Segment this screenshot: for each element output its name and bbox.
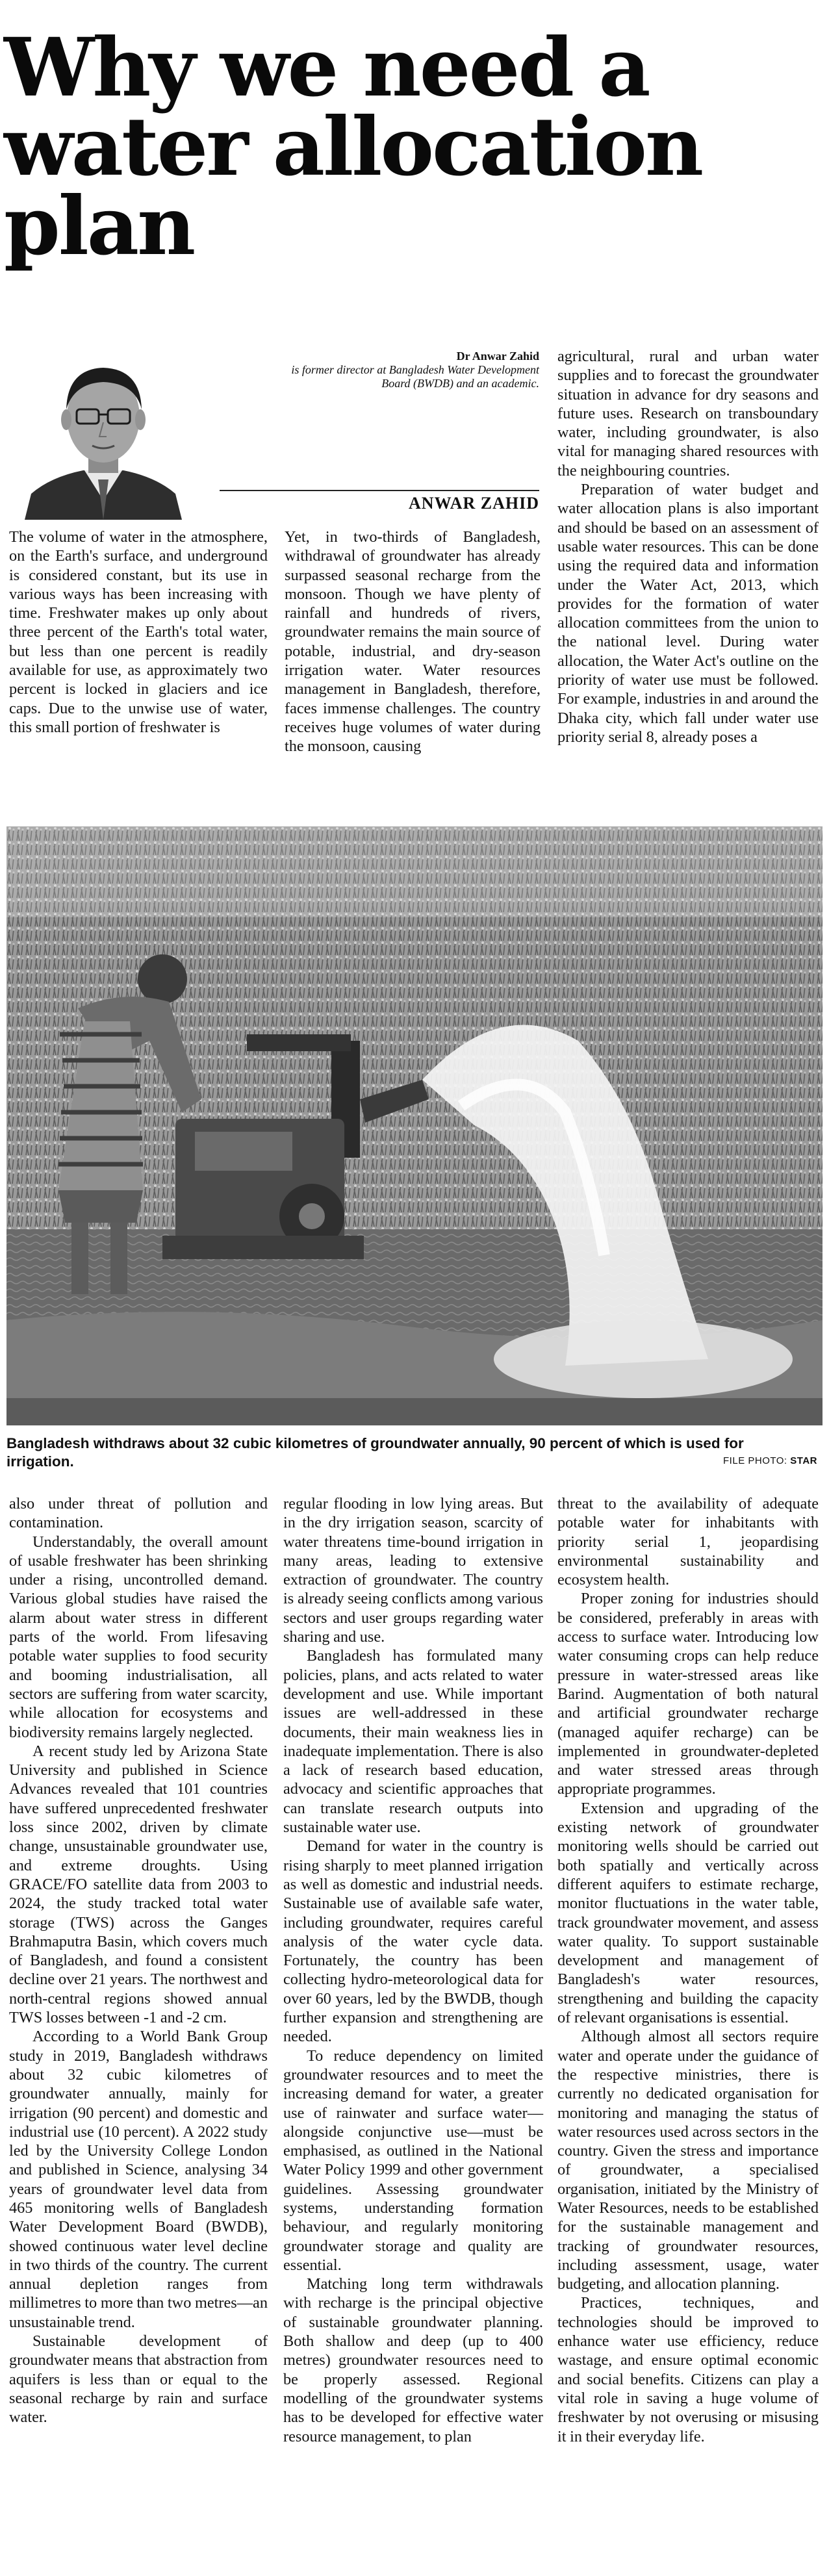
irrigation-pump-photo — [6, 826, 823, 1425]
photo-credit-source: STAR — [790, 1455, 817, 1466]
paragraph: Preparation of water budget and water allocation plans is also important and should be based on an assessment of usable water resources. This can be done using the required data and information under the Water Act, 2013, which provides for the formation of water allocation committees from the union to the national level. During water allocation, the Water Act's outline on the priority of water use must be followed. For example, industries in and around the Dhaka city, which fall under water use priority serial 8, already poses a — [557, 481, 819, 746]
byline-divider — [220, 490, 539, 491]
headline-line-2: water allocation — [4, 100, 702, 194]
paragraph: Understandably, the overall amount of usable freshwater has been shrinking under a rising, uncontrolled demand. Various global studies have raised the alarm about water stress in different parts of the world. From lifesaving potable water supplies to food security and booming industrialisation, all sectors are suffering from water scarcity, while allocation for ecosystems and biodiversity remains largely neglected. — [9, 1533, 268, 1741]
bottom-column-2 — [283, 1494, 543, 2446]
paragraph: Bangladesh has formulated many policies, plans, and acts related to water development and use. While important issues are well-addressed in these documents, their main weakness lies in inadequate implementation. There is also a lack of research based education, advocacy and scientific approaches that can translate research outputs into sustainable water use. — [283, 1647, 543, 1837]
author-portrait — [12, 350, 195, 520]
author-tag: ANWAR ZAHID — [409, 494, 539, 513]
bottom-column-1 — [9, 1494, 268, 2427]
top-column-3 — [557, 347, 819, 746]
paragraph: Yet, in two-thirds of Bangladesh, withdrawal of groundwater has already surpassed seasonal recharge from the monsoon. Though we have plenty of rainfall and hundreds of rivers, groundwater remains the main source of potable, industrial, and dry-season irrigation water. Water resources management in Bangladesh, therefore, faces immense challenges. The country receives huge volumes of water during the monsoon, causing — [285, 528, 541, 756]
paragraph: Matching long term withdrawals with recharge is the principal objective of sustainable groundwater planning. Both shallow and deep (up to 400 metres) groundwater resources need to be properly assessed. Regional modelling of the groundwater systems has to be developed for effective water resource management, to plan — [283, 2275, 543, 2445]
top-column-1 — [9, 528, 268, 737]
paragraph: Proper zoning for industries should be considered, preferably in areas with access to surface water. Introducing low water consuming crops can help reduce pressure in water-stressed areas like Barind. Augmentation of both natural and artificial groundwater recharge (managed aquifer recharge) can be implemented in groundwater-depleted and water stressed areas through appropriate programmes. — [557, 1590, 819, 1798]
photo-credit — [723, 1455, 817, 1466]
headline-line-1: Why we need a — [4, 21, 649, 115]
paragraph: A recent study led by Arizona State University and published in Science Advances revealed that 101 countries have suffered unprecedented freshwater loss since 2002, driven by climate change, unsustainable groundwater use, and extreme droughts. Using GRACE/FO satellite data from 2003 to 2024, the study tracked total water storage (TWS) across the Ganges Brahmaputra Basin, which covers much of Bangladesh, and found a consistent decline over 21 years. The northwest and north-central regions showed annual TWS losses between -1 and -2 cm. — [9, 1742, 268, 2027]
paragraph: threat to the availability of adequate potable water for inhabitants with priority serial 1, jeopardising environmental sustainability and ecosystem health. — [557, 1495, 819, 1589]
photo-caption: Bangladesh withdraws about 32 cubic kilometres of groundwater annually, 90 percent of which is used for irrigation. — [6, 1435, 744, 1470]
headline — [4, 21, 816, 274]
bottom-column-3 — [557, 1494, 819, 2446]
paragraph: regular flooding in low lying areas. But in the dry irrigation season, scarcity of water threatens time-bound irrigation in many areas, leading to extensive extraction of groundwater. The country is already seeing conflicts among various sectors and user groups regarding water sharing and use. — [283, 1495, 543, 1646]
paragraph: Extension and upgrading of the existing network of groundwater monitoring wells should be carried out both spatially and vertically across different aquifers to estimate recharge, monitor fluctuations in the water table, track groundwater movement, and assess water quality. To support sustainable development and management of Bangladesh's water resources, strengthening and building the capacity of relevant organisations is essential. — [557, 1799, 819, 2027]
byline-block — [12, 350, 539, 520]
author-note — [285, 350, 539, 390]
author-name: Dr Anwar Zahid — [456, 350, 539, 363]
article-photo — [6, 826, 823, 1425]
headline-line-3: plan — [4, 179, 194, 274]
top-column-2 — [285, 528, 541, 756]
paragraph: agricultural, rural and urban water supplies and to forecast the groundwater situation in advance for dry seasons and future uses. Research on transboundary water, including groundwater, is also vital for managing shared resources with the neighbouring countries. — [557, 348, 819, 479]
paragraph: Practices, techniques, and technologies should be improved to enhance water use efficiency, reduce wastage, and ensure optimal economic and social benefits. Citizens can play a vital role in saving a huge volume of freshwater by not overusing or misusing it in their everyday life. — [557, 2294, 819, 2445]
paragraph: According to a World Bank Group study in 2019, Bangladesh withdraws about 32 cubic kilometres of groundwater annually, mainly for irrigation (90 percent) and domestic and industrial use (10 percent). A 2022 study led by the University College London and published in Science, analysing 34 years of groundwater level data from 465 monitoring wells of Bangladesh Water Development Board (BWDB), showed continuous water level decline in two thirds of the country. The current annual depletion ranges from millimetres to more than two metres—an unsustainable trend. — [9, 2028, 268, 2331]
paragraph: The volume of water in the atmosphere, on the Earth's surface, and underground is considered constant, but its use in various ways has been increasing with time. Freshwater makes up only about three percent of the Earth's total water, but less than one percent is readily available for use, as approximately two percent is locked in glaciers and ice caps. Due to the unwise use of water, this small portion of freshwater is — [9, 528, 268, 736]
author-description: is former director at Bangladesh Water Development Board (BWDB) and an academic. — [291, 363, 539, 390]
paragraph: also under threat of pollution and contamination. — [9, 1495, 268, 1532]
paragraph: Although almost all sectors require water and operate under the guidance of the respective ministries, there is currently no dedicated organisation for monitoring and managing the status of water resources used across sectors in the country. Given the stress and importance of groundwater, a specialised organisation, initiated by the Ministry of Water Resources, needs to be established for the sustainable management and tracking of groundwater resources, including assessment, usage, water budgeting, and allocation planning. — [557, 2028, 819, 2293]
author-portrait-illustration — [12, 350, 195, 520]
photo-credit-label: FILE PHOTO: — [723, 1455, 787, 1466]
paragraph: To reduce dependency on limited groundwater resources and to meet the increasing demand for water, a greater use of rainwater and surface water—alongside conjunctive use—must be emphasised, as outlined in the National Water Policy 1999 and other government guidelines. Assessing groundwater systems, understanding formation behaviour, and regularly monitoring groundwater storage and quality are essential. — [283, 2047, 543, 2274]
paragraph: Sustainable development of groundwater means that abstraction from aquifers is less than or equal to the seasonal recharge by rain and surface water. — [9, 2332, 268, 2427]
paragraph: Demand for water in the country is rising sharply to meet planned irrigation as well as domestic and industrial needs. Sustainable use of available safe water, including groundwater, requires careful analysis of the water cycle data. Fortunately, the country has been collecting hydro-meteorological data for over 60 years, led by the BWDB, though further expansion and strengthening are needed. — [283, 1837, 543, 2046]
